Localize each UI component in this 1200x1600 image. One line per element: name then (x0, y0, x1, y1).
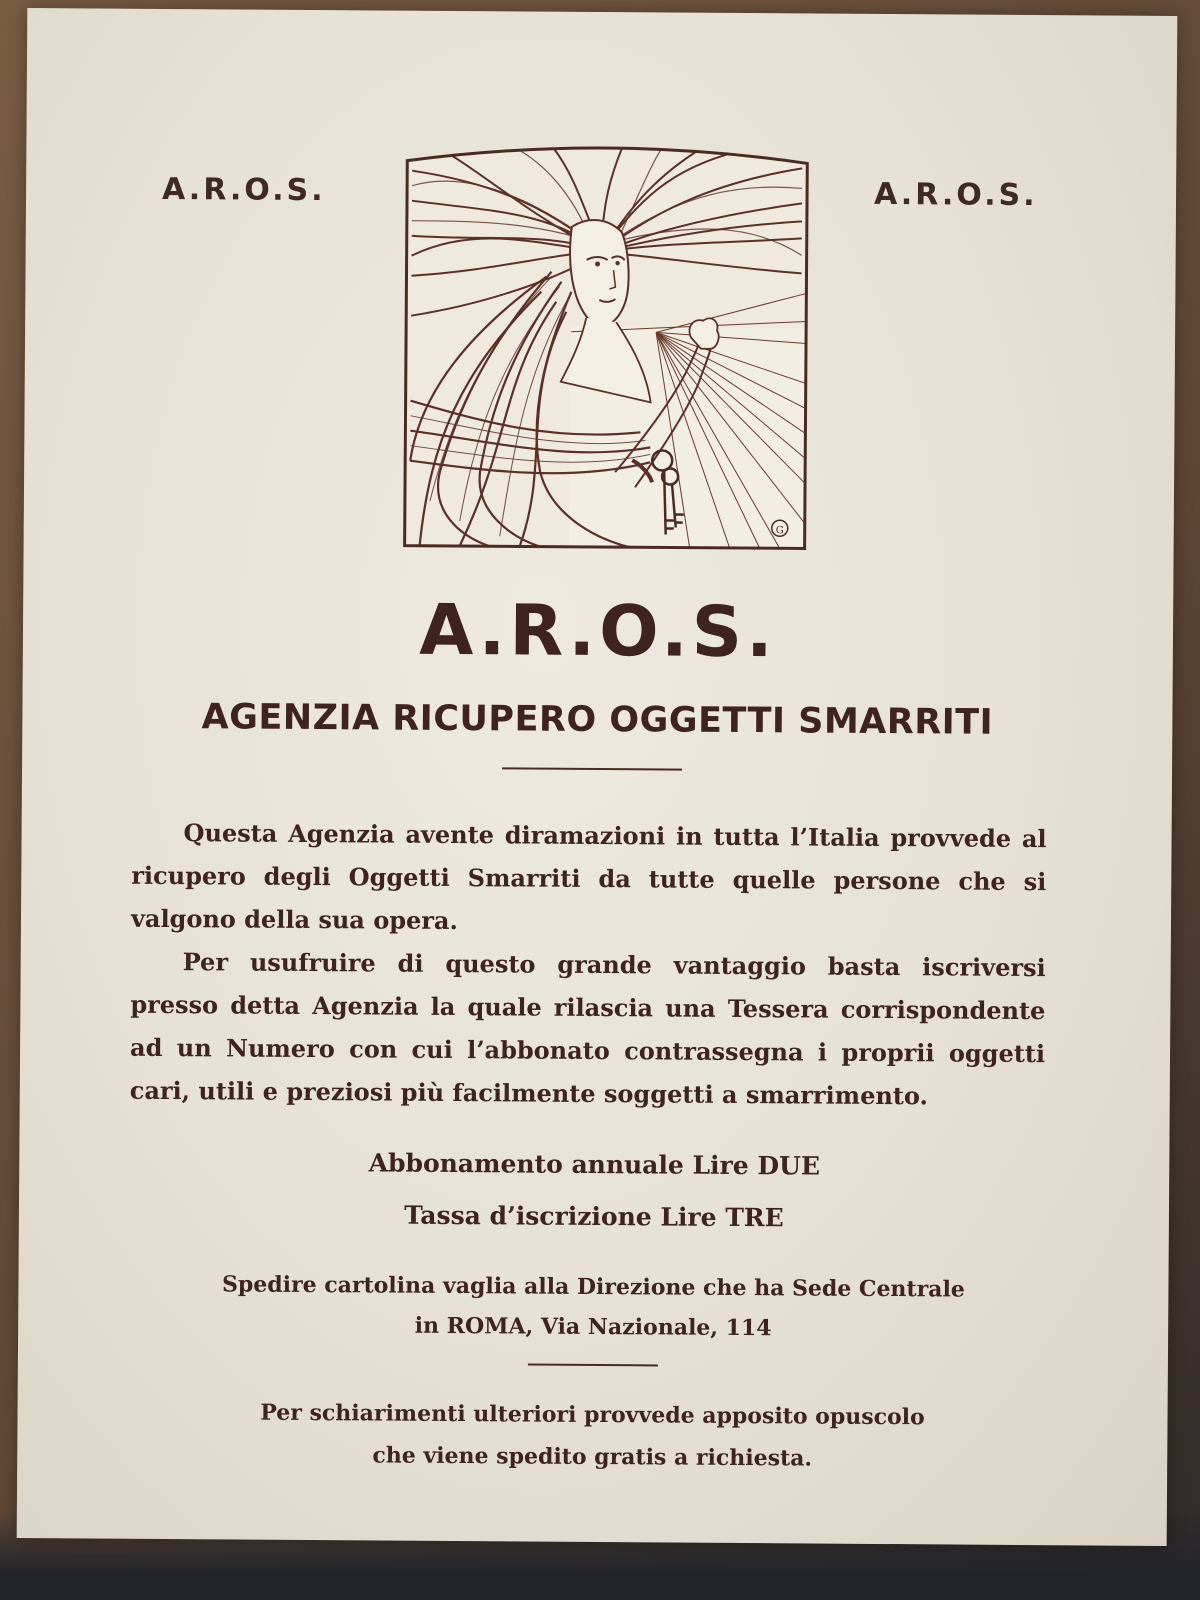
header-mark-left: A.R.O.S. (161, 171, 326, 209)
woman-with-keys-illustration (400, 141, 813, 554)
send-instructions-line-1: Spedire cartolina vaglia alla Direzione che ha Sede Centrale (221, 1271, 965, 1303)
body-text (130, 811, 1047, 1118)
page-title: A.R.O.S. (419, 588, 778, 674)
artist-monogram: G (775, 525, 784, 537)
flyer-page (17, 8, 1178, 1546)
registration-fee: Tassa d’iscrizione Lire TRE (404, 1200, 784, 1233)
agency-name: AGENZIA RICUPERO OGGETTI SMARRITI (201, 697, 994, 743)
paragraph-2: Per usufruire di questo grande vantaggio basta iscriversi presso detta Agenzia la quale rilascia una Tessera corrispondente ad un Numero con cui l’abbonato contrassegna i proprii oggetti cari, utili e preziosi più facilmente soggetti a smarrimento. (129, 947, 1046, 1111)
divider-bottom (528, 1364, 658, 1367)
send-instructions-line-2: in ROMA, Via Nazionale, 114 (414, 1312, 772, 1342)
paragraph-1: Questa Agenzia avente diramazioni in tutta l’Italia provvede al ricupero degli Oggetti Smarriti da tutte quelle persone che si valgono della sua opera. (130, 818, 1047, 936)
info-line-2: che viene spedito gratis a richiesta. (372, 1442, 813, 1472)
info-line-1: Per schiarimenti ulteriori provvede apposito opuscolo (260, 1399, 925, 1431)
annual-fee: Abbonamento annuale Lire DUE (368, 1148, 821, 1181)
header-mark-right: A.R.O.S. (873, 176, 1038, 214)
divider-top (502, 767, 682, 770)
